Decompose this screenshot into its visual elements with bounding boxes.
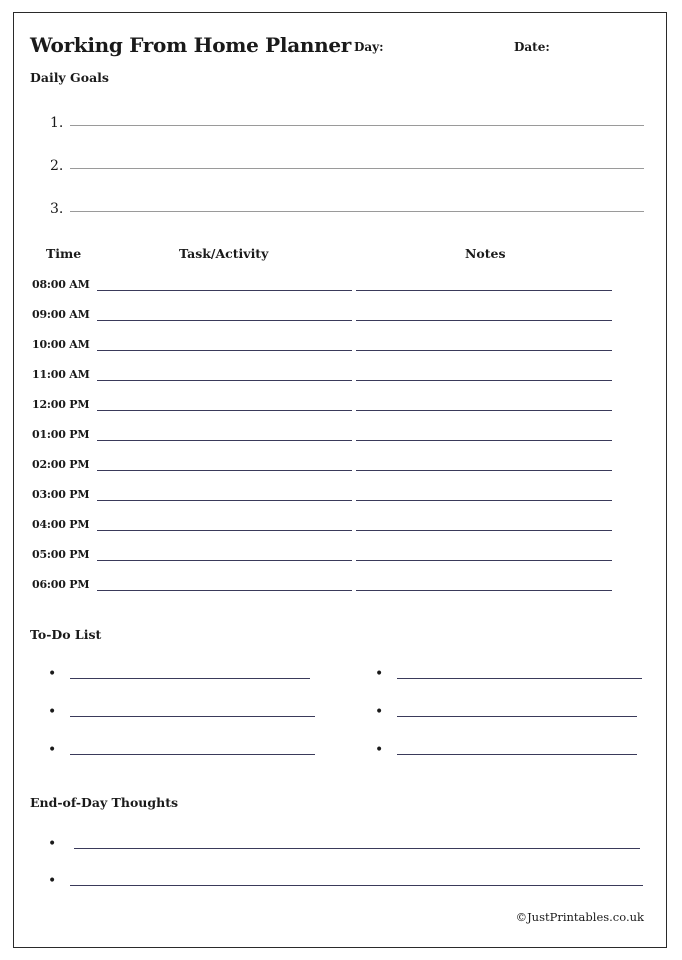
bullet-icon: • [375, 704, 384, 720]
task-column-heading: Task/Activity [179, 246, 269, 261]
task-line[interactable] [97, 530, 352, 531]
bullet-icon: • [48, 742, 57, 758]
time-slot-label: 01:00 PM [32, 428, 90, 441]
time-slot-label: 08:00 AM [32, 278, 90, 291]
thoughts-line[interactable] [70, 885, 643, 886]
task-line[interactable] [97, 410, 352, 411]
thoughts-line[interactable] [74, 848, 640, 849]
bullet-icon: • [48, 666, 57, 682]
bullet-icon: • [48, 873, 57, 889]
notes-line[interactable] [356, 560, 612, 561]
goal-number: 2. [50, 158, 64, 174]
page-title: Working From Home Planner [30, 33, 352, 57]
time-column-heading: Time [46, 246, 82, 261]
todo-heading: To-Do List [30, 627, 102, 642]
date-label: Date: [514, 40, 550, 54]
time-slot-label: 10:00 AM [32, 338, 90, 351]
time-slot-label: 02:00 PM [32, 458, 90, 471]
goal-number: 3. [50, 201, 64, 217]
time-slot-label: 09:00 AM [32, 308, 90, 321]
bullet-icon: • [375, 666, 384, 682]
notes-line[interactable] [356, 410, 612, 411]
task-line[interactable] [97, 560, 352, 561]
time-slot-label: 12:00 PM [32, 398, 90, 411]
copyright-footer: ©JustPrintables.co.uk [515, 910, 644, 924]
todo-line[interactable] [397, 678, 642, 679]
time-slot-label: 05:00 PM [32, 548, 90, 561]
notes-line[interactable] [356, 500, 612, 501]
bullet-icon: • [48, 704, 57, 720]
notes-line[interactable] [356, 470, 612, 471]
todo-line[interactable] [70, 716, 315, 717]
task-line[interactable] [97, 590, 352, 591]
goal-line[interactable] [70, 168, 644, 169]
daily-goals-heading: Daily Goals [30, 70, 109, 85]
notes-column-heading: Notes [465, 246, 506, 261]
todo-line[interactable] [70, 678, 310, 679]
task-line[interactable] [97, 500, 352, 501]
goal-line[interactable] [70, 125, 644, 126]
time-slot-label: 11:00 AM [32, 368, 90, 381]
todo-line[interactable] [397, 716, 637, 717]
notes-line[interactable] [356, 350, 612, 351]
bullet-icon: • [48, 836, 57, 852]
notes-line[interactable] [356, 440, 612, 441]
todo-line[interactable] [70, 754, 315, 755]
day-label: Day: [354, 40, 384, 54]
planner-page [13, 12, 667, 948]
notes-line[interactable] [356, 530, 612, 531]
time-slot-label: 03:00 PM [32, 488, 90, 501]
notes-line[interactable] [356, 590, 612, 591]
time-slot-label: 04:00 PM [32, 518, 90, 531]
task-line[interactable] [97, 350, 352, 351]
goal-number: 1. [50, 115, 64, 131]
goal-line[interactable] [70, 211, 644, 212]
thoughts-heading: End-of-Day Thoughts [30, 795, 179, 810]
todo-line[interactable] [397, 754, 637, 755]
notes-line[interactable] [356, 380, 612, 381]
notes-line[interactable] [356, 290, 612, 291]
task-line[interactable] [97, 440, 352, 441]
task-line[interactable] [97, 470, 352, 471]
task-line[interactable] [97, 320, 352, 321]
bullet-icon: • [375, 742, 384, 758]
task-line[interactable] [97, 290, 352, 291]
task-line[interactable] [97, 380, 352, 381]
notes-line[interactable] [356, 320, 612, 321]
time-slot-label: 06:00 PM [32, 578, 90, 591]
